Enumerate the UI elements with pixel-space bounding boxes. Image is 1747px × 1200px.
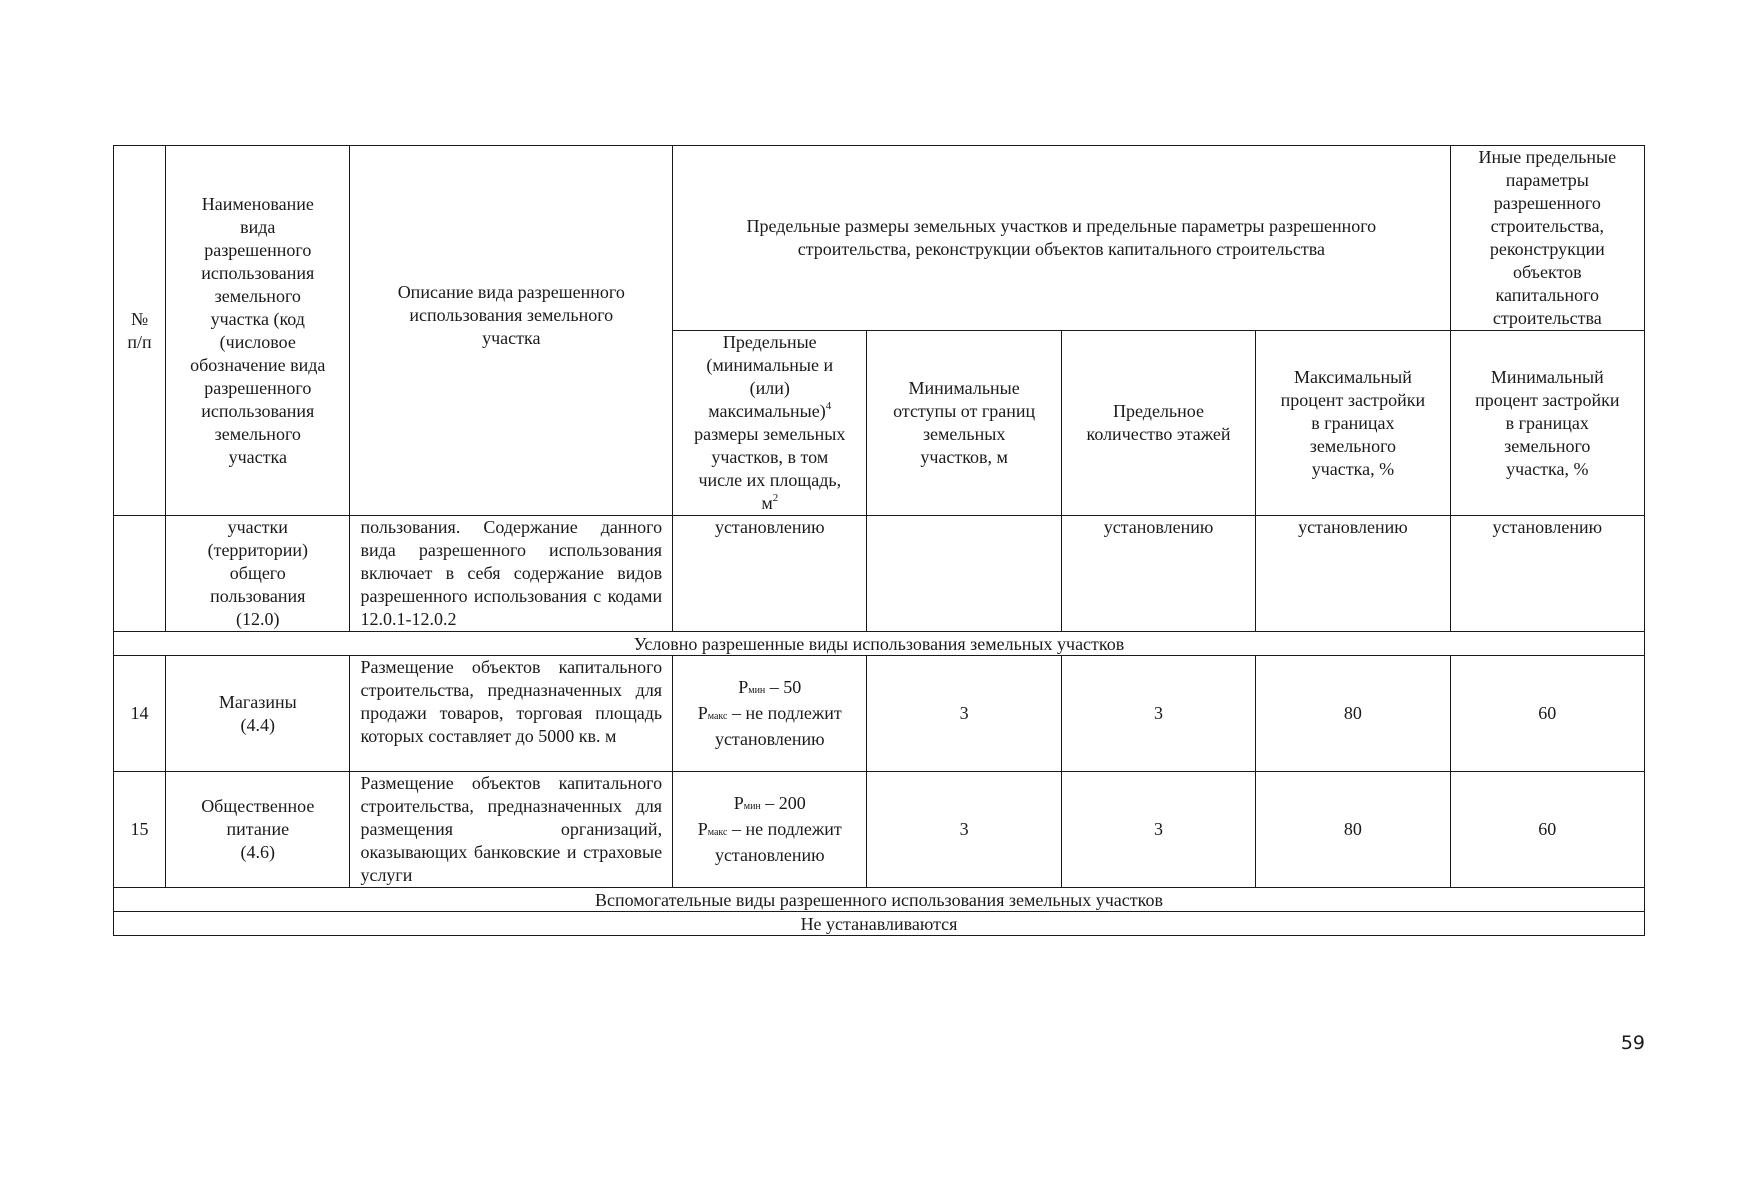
cell-number: 15	[114, 772, 166, 888]
plot-size-note: установлению	[714, 845, 825, 865]
plot-size-max: Рмакс – не подлежит	[697, 819, 842, 839]
cell-plot-sizes	[673, 772, 867, 888]
cell-use-description: пользования. Содержание данного вида разрешенного использования включает в себя содержание видов разрешенного использования с кодами 12.0.1-12.0.2	[350, 516, 673, 632]
cell-floors: 3	[1061, 656, 1255, 772]
auxiliary-value: Не устанавливаются	[114, 912, 1645, 936]
cell-setbacks: 3	[867, 656, 1061, 772]
table-row	[114, 772, 1645, 888]
cell-number	[114, 516, 166, 632]
cell-plot-sizes: установлению	[673, 516, 867, 632]
land-use-regulations-table	[113, 145, 1645, 936]
page-number: 59	[1620, 1032, 1645, 1054]
table-row-continued	[114, 516, 1645, 632]
header-use-name: Наименование вида разрешенного использования земельного участка (код (числовое обозначение вида разрешенного использования земельного участка	[166, 146, 350, 516]
header-limit-parameters: Предельные размеры земельных участков и предельные параметры разрешенного строительства, реконструкции объектов капитального строительства	[673, 146, 1451, 331]
table-header-row	[114, 146, 1645, 331]
cell-use-name: Общественное питание (4.6)	[166, 772, 350, 888]
plot-size-min: Рмин – 200	[733, 793, 806, 813]
header-plot-sizes	[673, 331, 867, 516]
table-row	[114, 656, 1645, 772]
header-number: № п/п	[114, 146, 166, 516]
cell-use-description: Размещение объектов капитального строительства, предназначенных для размещения организаций, оказывающих банковские и страховые услуги	[350, 772, 673, 888]
cell-use-name: Магазины (4.4)	[166, 656, 350, 772]
section-row-auxiliary	[114, 888, 1645, 912]
cell-max-coverage: 80	[1256, 656, 1450, 772]
unit-superscript: 2	[772, 492, 779, 504]
cell-min-coverage: установлению	[1450, 516, 1644, 632]
section-title-conditional: Условно разрешенные виды использования земельных участков	[114, 632, 1645, 656]
header-plot-sizes-text: Предельные (минимальные и (или) максимальные)	[706, 332, 834, 421]
cell-floors: установлению	[1061, 516, 1255, 632]
cell-min-coverage: 60	[1450, 656, 1644, 772]
plot-size-note: установлению	[714, 729, 825, 749]
cell-floors: 3	[1061, 772, 1255, 888]
header-max-floors: Предельное количество этажей	[1061, 331, 1255, 516]
header-min-setbacks: Минимальные отступы от границ земельных участков, м	[867, 331, 1061, 516]
footnote-marker: 4	[825, 400, 832, 412]
section-title-auxiliary: Вспомогательные виды разрешенного использования земельных участков	[114, 888, 1645, 912]
cell-min-coverage: 60	[1450, 772, 1644, 888]
auxiliary-value-row	[114, 912, 1645, 936]
cell-max-coverage: 80	[1256, 772, 1450, 888]
header-max-coverage: Максимальный процент застройки в границах земельного участка, %	[1256, 331, 1450, 516]
section-row-conditional	[114, 632, 1645, 656]
plot-size-max: Рмакс – не подлежит	[697, 703, 842, 723]
cell-use-name: участки (территории) общего пользования (12.0)	[166, 516, 350, 632]
header-other-parameters: Иные предельные параметры разрешенного строительства, реконструкции объектов капитального строительства	[1450, 146, 1644, 331]
cell-number: 14	[114, 656, 166, 772]
cell-setbacks: 3	[867, 772, 1061, 888]
cell-plot-sizes	[673, 656, 867, 772]
cell-max-coverage: установлению	[1256, 516, 1450, 632]
header-plot-sizes-rest: размеры земельных участков, в том числе их площадь, м	[694, 424, 846, 513]
header-use-description: Описание вида разрешенного использования земельного участка	[350, 146, 673, 516]
cell-use-description: Размещение объектов капитального строительства, предназначенных для продажи товаров, торговая площадь которых составляет до 5000 кв. м	[350, 656, 673, 772]
header-min-coverage: Минимальный процент застройки в границах земельного участка, %	[1450, 331, 1644, 516]
plot-size-min: Рмин – 50	[738, 677, 802, 697]
cell-setbacks	[867, 516, 1061, 632]
